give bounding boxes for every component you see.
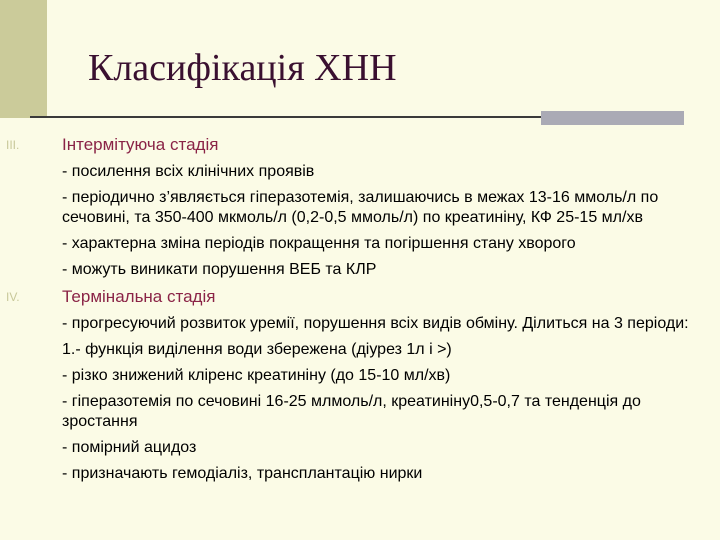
list-item: 1.- функція виділення води збережена (діурез 1л і >) [62, 341, 452, 358]
list-item: - призначають гемодіаліз, трансплантацію нирки [62, 465, 423, 482]
section-heading: Термінальна стадія [62, 287, 216, 306]
list-item: - гіперазотемія по сечовині 16-25 млмоль/л, креатиніну0,5-0,7 та тенденція до зростання [62, 393, 641, 430]
section-intermittent [0, 134, 720, 280]
section-numeral: III. [6, 138, 20, 152]
divider-accent-block [541, 111, 684, 125]
section-terminal [0, 286, 720, 484]
slide-content [0, 134, 720, 490]
list-item: - посилення всіх клінічних проявів [62, 163, 315, 180]
list-item: - періодично з’являється гіперазотемія, залишаючись в межах 13-16 ммоль/л по сечовині, та 350-400 мкмоль/л (0,2-0,5 ммоль/л) по креатиніну, КФ 25-15 мл/хв [62, 189, 659, 226]
list-item: - характерна зміна періодів покращення та погіршення стану хворого [62, 235, 576, 252]
list-item: - можуть виникати порушення ВЕБ та КЛР [62, 261, 377, 278]
left-accent-bar [0, 0, 47, 118]
list-item: - прогресуючий розвиток уремії, порушення всіх видів обміну. Ділиться на 3 періоди: [62, 315, 689, 332]
section-numeral: IV. [6, 290, 20, 304]
section-heading: Інтермітуюча стадія [62, 135, 219, 154]
list-item: - різко знижений кліренс креатиніну (до 15-10 мл/хв) [62, 367, 451, 384]
list-item: - помірний ацидоз [62, 439, 197, 456]
slide-title: Класифікація ХНН [88, 47, 397, 89]
